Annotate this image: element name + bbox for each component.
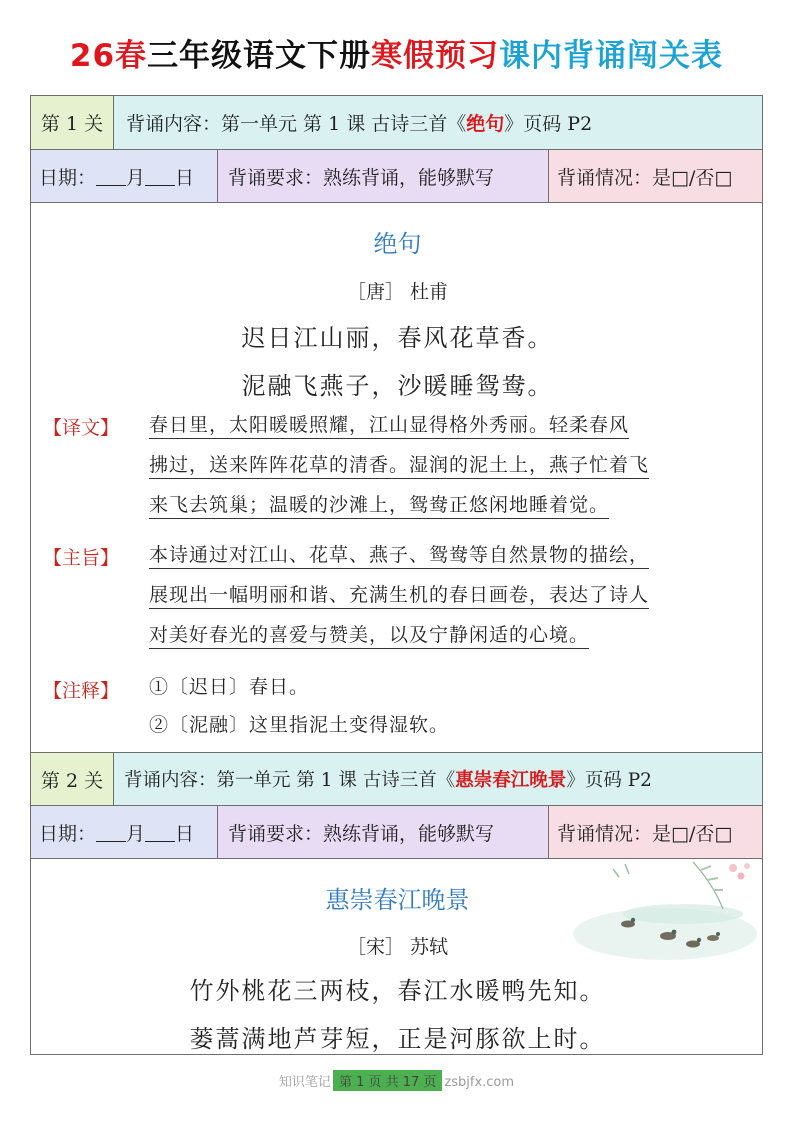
level-2-label: 第 2 关 <box>31 753 113 805</box>
page-indicator: 第 1 页 共 17 页 <box>333 1070 442 1091</box>
level-1-content-prefix: 背诵内容：第一单元 第 1 课 古诗三首《 <box>126 113 467 135</box>
day-label: 日 <box>175 822 195 845</box>
level-2-content-suffix: 》页码 P2 <box>566 770 652 791</box>
poem-1-line-1: 迟日江山丽，春风花草香。 <box>241 324 554 352</box>
title-part-1: 26春 <box>69 38 148 74</box>
note-item: ②〔泥融〕这里指泥土变得湿软。 <box>149 714 450 736</box>
day-blank[interactable] <box>145 823 175 842</box>
notes-tag: 【注释】 <box>43 680 120 702</box>
footer-site[interactable]: zsbjfx.com <box>444 1075 515 1090</box>
title-part-4: 课内背诵闯关表 <box>499 38 724 74</box>
translation-line: 春日里，太阳暖暖照耀，江山显得格外秀丽。轻柔春风 <box>149 405 755 445</box>
date-label: 日期： <box>39 822 97 845</box>
level-2-status[interactable]: 背诵情况：是□/否□ <box>548 806 762 858</box>
month-label: 月 <box>126 822 146 845</box>
level-1-status[interactable]: 背诵情况：是□/否□ <box>548 150 762 202</box>
translation-section <box>43 405 755 525</box>
theme-line: 本诗通过对江山、花草、燕子、鸳鸯等自然景物的描绘， <box>149 535 755 575</box>
poem-2-author: ［宋］ 苏轼 <box>346 936 449 958</box>
level-2-content-prefix: 背诵内容：第一单元 第 1 课 古诗三首《 <box>124 770 456 791</box>
title-part-3: 寒假预习 <box>371 38 500 74</box>
theme-section <box>43 535 755 655</box>
recitation-sheet <box>30 95 763 1055</box>
month-blank[interactable] <box>96 823 126 842</box>
level-2-info-row <box>31 806 762 859</box>
level-1-info-row <box>31 150 762 203</box>
notes-section <box>43 668 755 744</box>
poem-1-author: ［唐］ 杜甫 <box>346 281 449 303</box>
level-2-poem-title: 惠崇春江晚景 <box>455 770 567 791</box>
poem-2-line-2: 蒌蒿满地芦芽短，正是河豚欲上时。 <box>189 1025 606 1053</box>
level-1-content-suffix: 》页码 P2 <box>504 113 593 135</box>
level-2-header-row <box>31 752 762 806</box>
level-1-content <box>113 96 762 149</box>
page-footer <box>0 1070 793 1091</box>
poem-1-title: 绝句 <box>373 230 422 258</box>
note-item: ①〔迟日〕春日。 <box>149 676 310 698</box>
theme-line: 对美好春光的喜爱与赞美，以及宁静闲适的心境。 <box>149 615 755 655</box>
day-blank[interactable] <box>145 167 175 186</box>
level-1-label: 第 1 关 <box>31 96 113 149</box>
level-1-poem-title: 绝句 <box>466 113 505 135</box>
title-part-2: 三年级语文下册 <box>147 38 372 74</box>
theme-line: 展现出一幅明丽和谐、充满生机的春日画卷，表达了诗人 <box>149 575 755 615</box>
poem-2-title: 惠崇春江晚景 <box>325 886 470 914</box>
date-label: 日期： <box>39 166 97 189</box>
page-title <box>0 30 793 75</box>
footer-source: 知识笔记 <box>278 1075 331 1090</box>
month-blank[interactable] <box>96 167 126 186</box>
translation-tag: 【译文】 <box>43 417 120 439</box>
level-1-requirement: 背诵要求：熟练背诵，能够默写 <box>217 150 548 202</box>
level-1-header-row <box>31 96 762 150</box>
translation-line: 拂过，送来阵阵花草的清香。湿润的泥土上，燕子忙着飞 <box>149 445 755 485</box>
poem-1-line-2: 泥融飞燕子，沙暖睡鸳鸯。 <box>241 372 554 400</box>
month-label: 月 <box>126 166 146 189</box>
theme-tag: 【主旨】 <box>43 547 120 569</box>
day-label: 日 <box>175 166 195 189</box>
level-2-content <box>113 753 762 805</box>
level-2-date <box>31 806 217 858</box>
translation-line: 来飞去筑巢；温暖的沙滩上，鸳鸯正悠闲地睡着觉。 <box>149 485 755 525</box>
poem-2-line-1: 竹外桃花三两枝，春江水暖鸭先知。 <box>189 977 606 1005</box>
level-1-date <box>31 150 217 202</box>
level-2-requirement: 背诵要求：熟练背诵，能够默写 <box>217 806 548 858</box>
